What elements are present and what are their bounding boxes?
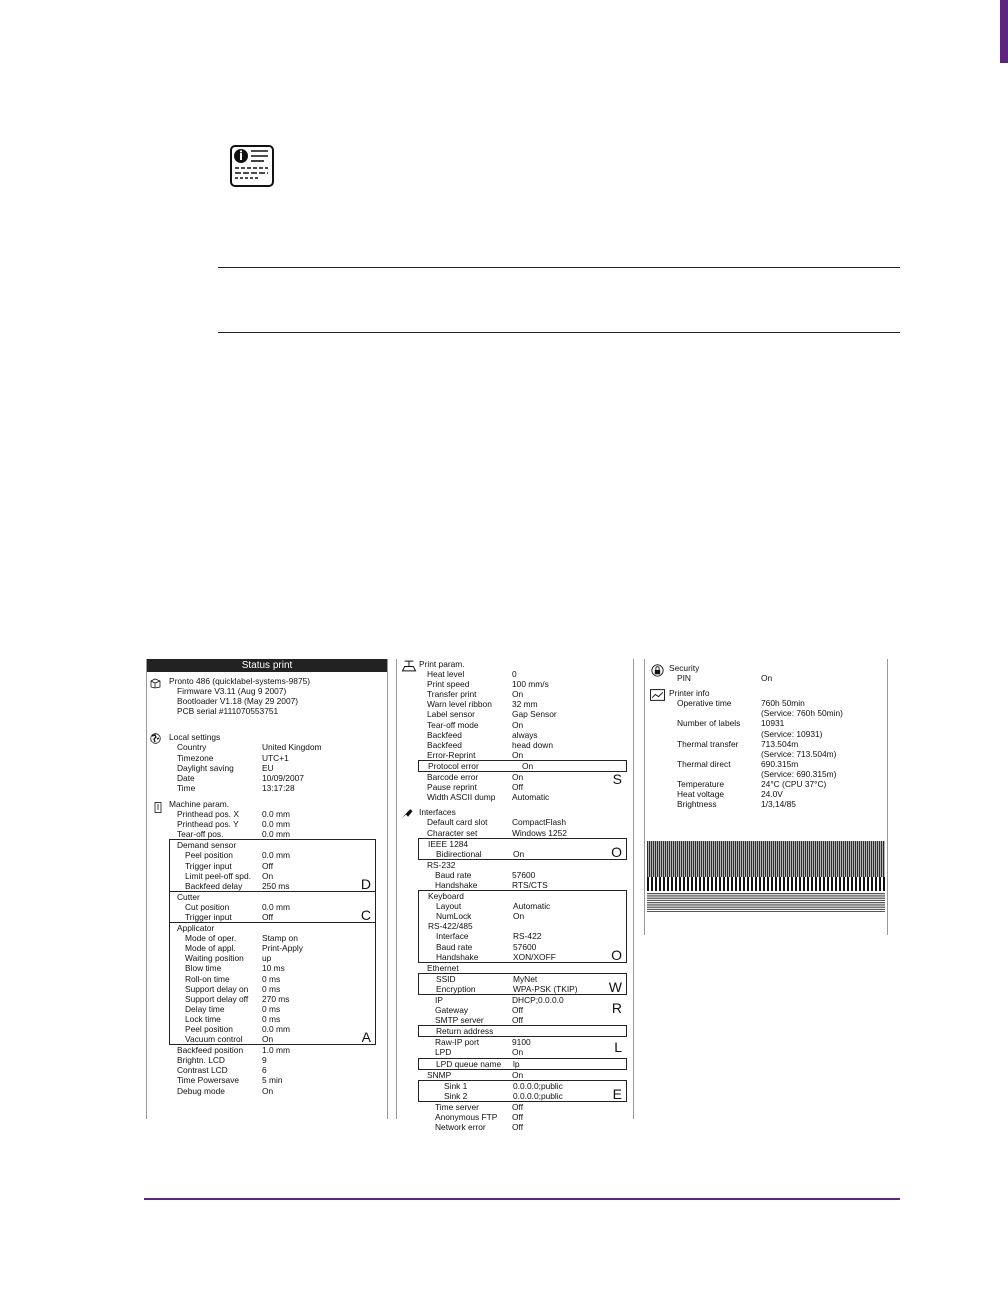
setting-row: (Service: 713.504m)	[761, 748, 837, 759]
setting-row: Trigger input Off	[185, 860, 274, 871]
printer-info-section	[645, 688, 887, 809]
keyboard-rs422-box	[418, 890, 627, 963]
setting-row: Backfeed delay 250 ms	[185, 880, 290, 891]
setting-row: Temperature 24°C (CPU 37°C)	[677, 779, 827, 790]
setting-row: Peel position 0.0 mm	[185, 850, 290, 861]
demand-sensor-box	[169, 839, 376, 891]
setting-row: Sink 1 0.0.0.0;public	[444, 1080, 563, 1091]
printhead-test-pattern	[647, 841, 885, 913]
setting-row: Print speed 100 mm/s	[427, 679, 549, 690]
callout-letter: E	[612, 1085, 622, 1102]
callout-letter: O	[611, 946, 622, 963]
setting-row: Lock time 0 ms	[185, 1013, 281, 1024]
setting-row: SMTP server Off	[435, 1015, 524, 1026]
setting-row: Brightn. LCD 9	[177, 1055, 267, 1066]
test-line	[647, 897, 885, 898]
callout-letter: D	[360, 875, 371, 892]
callout-letter: A	[361, 1029, 371, 1046]
test-line	[647, 906, 885, 907]
firmware-line: Firmware V3.11 (Aug 9 2007)	[177, 686, 287, 697]
chapter-tab	[1000, 0, 1008, 63]
setting-row: Layout Automatic	[436, 901, 551, 912]
wlan-box	[418, 973, 627, 995]
setting-row: Warn level ribbon 32 mm	[427, 699, 538, 710]
setting-row: Limit peel-off spd. On	[185, 870, 274, 881]
callout-letter: L	[614, 1039, 622, 1056]
setting-row: Heat level 0	[427, 669, 517, 680]
test-line	[647, 895, 885, 896]
setting-row: Handshake RTS/CTS	[435, 879, 548, 890]
setting-row: Operative time 760h 50min	[677, 698, 805, 709]
pcb-serial-line: PCB serial #111070553751	[177, 706, 279, 717]
demand-sensor-title: Demand sensor	[177, 840, 237, 851]
second-rule	[218, 332, 900, 333]
setting-row: Daylight saving EU	[177, 762, 274, 773]
security-section	[645, 663, 887, 683]
status-print-column-2	[396, 659, 634, 1133]
globe-icon	[150, 733, 161, 744]
setting-row: (Service: 10931)	[761, 728, 823, 739]
test-line	[647, 911, 885, 912]
setting-row: Peel position 0.0 mm	[185, 1024, 290, 1034]
rs422-title: RS-422/485	[428, 921, 473, 932]
local-settings-title: Local settings	[169, 732, 221, 743]
setting-row: Pause reprint Off	[427, 782, 524, 793]
setting-row: Width ASCII dump Automatic	[427, 792, 550, 803]
security-title: Security	[669, 663, 700, 673]
setting-row: Backfeed always	[427, 729, 538, 740]
test-line	[647, 900, 885, 901]
setting-row: Brightness 1/3,14/85	[677, 799, 796, 810]
setting-row: Tear-off mode On	[427, 719, 524, 730]
ethernet-title: Ethernet	[427, 962, 459, 973]
return-address-label: Return address	[436, 1026, 494, 1037]
test-line	[647, 907, 885, 908]
setting-row: LPD queue name lp	[436, 1058, 520, 1069]
callout-letter: W	[608, 979, 622, 995]
status-print-column-1	[146, 659, 388, 1119]
interfaces-section	[397, 807, 633, 1132]
test-line	[647, 902, 885, 903]
setting-row: Number of labels 10931	[677, 718, 785, 729]
setting-row: Cut position 0.0 mm	[185, 901, 290, 912]
setting-row: Handshake XON/XOFF	[436, 951, 556, 962]
print-param-title: Print param.	[419, 659, 465, 669]
status-print-column-3	[644, 659, 888, 935]
setting-row: Encryption WPA-PSK (TKIP)	[436, 983, 578, 994]
setting-row: Time server Off	[435, 1101, 524, 1112]
machine-param-section	[147, 799, 387, 1096]
machine-param-title: Machine param.	[169, 798, 230, 809]
printer-info-title: Printer info	[669, 688, 710, 699]
setting-row: (Service: 760h 50min)	[761, 708, 843, 719]
top-rule	[218, 267, 900, 268]
setting-row: Time Powersave 5 min	[177, 1075, 283, 1086]
interfaces-title: Interfaces	[419, 807, 456, 818]
setting-row: Backfeed head down	[427, 739, 553, 750]
setting-row: Interface RS-422	[436, 931, 542, 942]
setting-row: Mode of appl. Print-Apply	[185, 943, 303, 954]
callout-letter: S	[612, 771, 622, 788]
setting-row: Time 13:17:28	[177, 782, 295, 793]
setting-row: Character set Windows 1252	[427, 827, 567, 838]
setting-row: Thermal transfer 713.504m	[677, 738, 799, 749]
setting-row: SSID MyNet	[436, 973, 538, 984]
ieee-1284-box	[418, 838, 627, 860]
cutter-title: Cutter	[177, 891, 200, 902]
test-line	[647, 904, 885, 905]
setting-row: PIN On	[677, 673, 773, 684]
setting-row: Sink 2 0.0.0.0;public	[444, 1090, 563, 1101]
setting-row: IP DHCP;0.0.0.0	[435, 995, 564, 1005]
applicator-box	[169, 923, 376, 1045]
status-print-title: Status print	[147, 659, 387, 672]
setting-row: Transfer print On	[427, 689, 524, 700]
setting-row: Protocol error On	[428, 760, 534, 771]
setting-row: Label sensor Gap Sensor	[427, 709, 557, 720]
setting-row: Support delay off 270 ms	[185, 993, 290, 1004]
setting-row: Blow time 10 ms	[185, 963, 285, 974]
setting-row: Support delay on 0 ms	[185, 983, 281, 994]
setting-row: Delay time 0 ms	[185, 1003, 281, 1014]
local-settings-section	[147, 732, 387, 793]
callout-letter: C	[360, 907, 371, 924]
info-note-icon	[230, 145, 274, 187]
setting-row: Error-Reprint On	[427, 749, 524, 760]
setting-row: (Service: 690.315m)	[761, 768, 837, 779]
setting-row: Trigger input Off	[185, 911, 274, 922]
return-address-box	[418, 1025, 627, 1037]
device-section	[147, 676, 387, 716]
protocol-error-box	[418, 760, 627, 772]
print-param-section	[397, 659, 633, 802]
setting-row: Default card slot CompactFlash	[427, 817, 566, 828]
setting-row: Thermal direct 690.315m	[677, 758, 799, 769]
ieee-title: IEEE 1284	[428, 838, 469, 849]
keyboard-title: Keyboard	[428, 891, 464, 902]
footer-rule	[144, 1198, 900, 1200]
setting-row: Printhead pos. Y 0.0 mm	[177, 819, 290, 830]
setting-row: Baud rate 57600	[436, 941, 537, 952]
setting-row: Roll-on time 0 ms	[185, 973, 281, 984]
setting-row: Mode of oper. Stamp on	[185, 933, 298, 944]
setting-row: Baud rate 57600	[435, 869, 536, 880]
setting-row: Timezone UTC+1	[177, 752, 289, 763]
test-line	[647, 893, 885, 894]
applicator-title: Applicator	[177, 923, 215, 934]
setting-row: Heat voltage 24.0V	[677, 789, 783, 800]
setting-row: Tear-off pos. 0.0 mm	[177, 829, 290, 840]
setting-row: Network error Off	[435, 1122, 524, 1133]
setting-row: Backfeed position 1.0 mm	[177, 1045, 290, 1056]
setting-row: Date 10/09/2007	[177, 772, 304, 783]
setting-row: SNMP On	[427, 1069, 524, 1080]
callout-letter: R	[611, 1000, 622, 1016]
setting-row: Vacuum control On	[185, 1034, 274, 1045]
printer-box-icon	[150, 678, 161, 689]
setting-row: Barcode error On	[427, 772, 524, 783]
setting-row: Country United Kingdom	[177, 742, 322, 753]
callout-letter: O	[611, 843, 622, 860]
setting-row: Printhead pos. X 0.0 mm	[177, 809, 290, 820]
bootloader-line: Bootloader V1.18 (May 29 2007)	[177, 696, 299, 707]
setting-row: Contrast LCD 6	[177, 1065, 267, 1076]
device-name: Pronto 486 (quicklabel-systems-9875)	[169, 676, 311, 686]
test-line	[647, 909, 885, 910]
setting-row: LPD On	[435, 1047, 524, 1058]
lpd-queue-box	[418, 1058, 627, 1070]
setting-row: Bidirectional On	[436, 848, 525, 859]
snmp-sinks-box	[418, 1080, 627, 1102]
setting-row: Waiting position up	[185, 953, 272, 964]
setting-row: NumLock On	[436, 911, 525, 922]
setting-row: Gateway Off	[435, 1005, 524, 1016]
setting-row: Raw-IP port 9100	[435, 1037, 531, 1048]
test-line	[647, 898, 885, 899]
cutter-box	[169, 892, 376, 923]
rs232-title: RS-232	[427, 859, 456, 870]
setting-row: Debug mode On	[177, 1085, 274, 1096]
setting-row: Anonymous FTP Off	[435, 1112, 524, 1123]
